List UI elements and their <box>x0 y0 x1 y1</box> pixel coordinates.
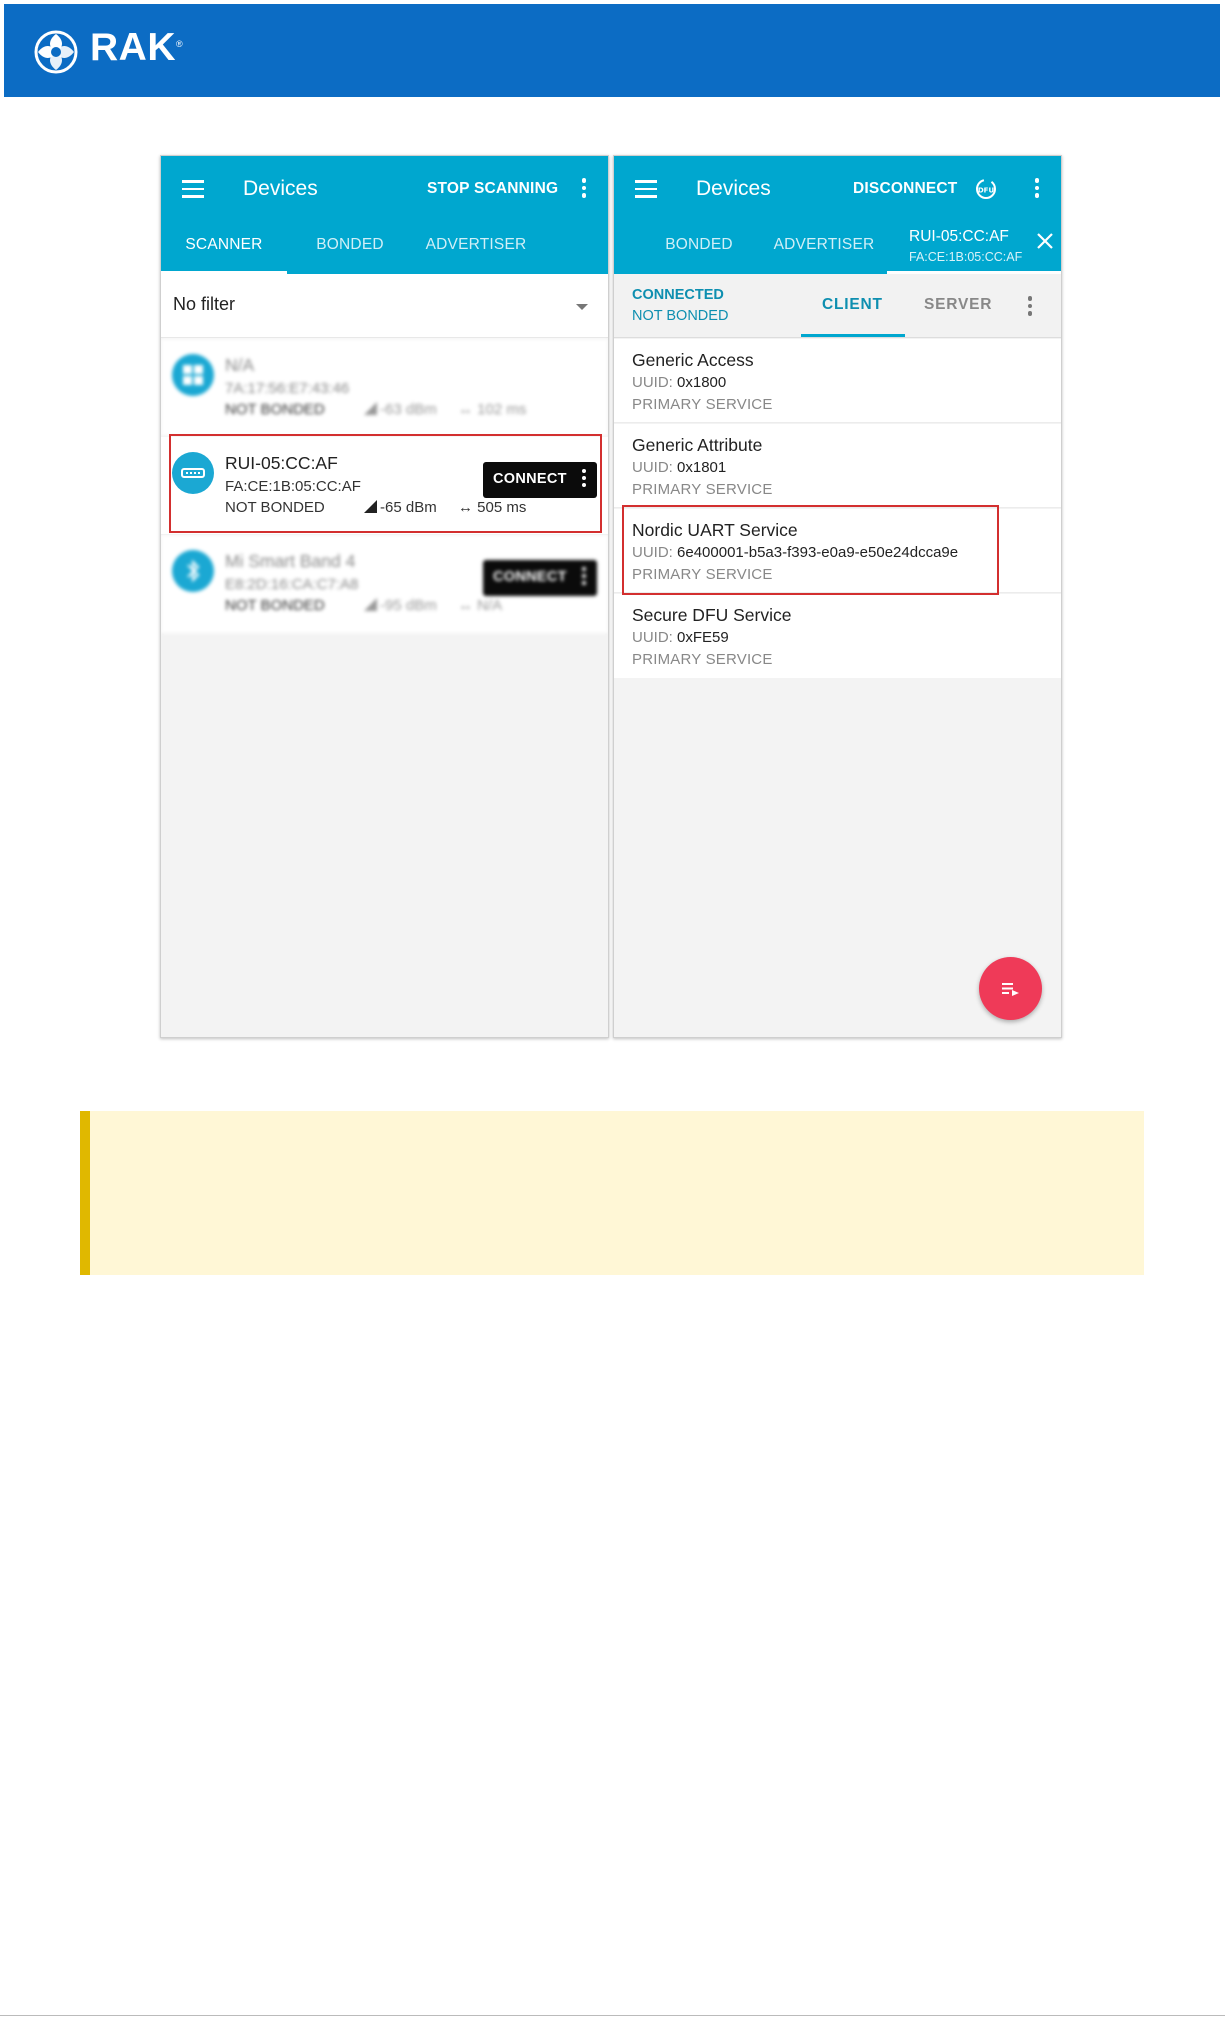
svg-text:DFU: DFU <box>977 186 995 195</box>
service-type: PRIMARY SERVICE <box>632 651 773 668</box>
log-list-icon <box>1000 980 1022 998</box>
service-uuid: UUID: 0x1801 <box>632 459 727 476</box>
tab-bonded[interactable]: BONDED <box>316 236 384 253</box>
service-name: Secure DFU Service <box>632 605 792 625</box>
subtab-server[interactable]: SERVER <box>924 296 993 313</box>
service-list-item[interactable] <box>614 594 1061 678</box>
dfu-icon[interactable] <box>974 177 998 201</box>
device-bond-state: NOT BONDED <box>225 597 325 614</box>
service-name: Generic Access <box>632 350 754 370</box>
tab-advertiser[interactable]: ADVERTISER <box>773 236 875 253</box>
interval-arrows-icon: ↔ <box>458 499 473 516</box>
tab-bar <box>614 216 1061 274</box>
connection-status-bar <box>614 274 1061 338</box>
service-name: Generic Attribute <box>632 435 763 455</box>
signal-icon <box>364 598 377 611</box>
service-type: PRIMARY SERVICE <box>632 396 773 413</box>
rak-brand-text: RAK <box>90 26 176 69</box>
highlight-box <box>169 434 602 533</box>
device-bond-state: NOT BONDED <box>225 401 325 418</box>
device-name: RUI-05:CC:AF <box>225 453 338 473</box>
connect-button[interactable]: CONNECT <box>483 560 597 596</box>
device-bond-state: NOT BONDED <box>225 499 325 516</box>
rak-logo-icon <box>34 30 78 74</box>
tab-bonded[interactable]: BONDED <box>665 236 733 253</box>
device-mac: 7A:17:56:E7:43:46 <box>225 380 350 397</box>
interval-arrows-icon: ↔ <box>458 597 473 614</box>
tab-device-mac: FA:CE:1B:05:CC:AF <box>909 250 1023 264</box>
bond-state: NOT BONDED <box>632 308 729 324</box>
rak-header-banner <box>4 4 1220 97</box>
windows-icon <box>172 354 214 396</box>
app-bar <box>161 156 608 274</box>
filter-value: No filter <box>173 294 236 314</box>
device-interval: ↔ 102 ms <box>458 401 527 418</box>
page-bottom-rule <box>0 2015 1225 2016</box>
caret-down-icon <box>576 304 588 310</box>
app-bar <box>614 156 1061 274</box>
active-subtab-indicator <box>801 334 905 337</box>
button-overflow-icon[interactable] <box>581 567 587 588</box>
overflow-menu-icon[interactable] <box>580 178 588 200</box>
service-list-item[interactable] <box>614 424 1061 508</box>
app-title: Devices <box>696 177 771 200</box>
service-name: Nordic UART Service <box>632 520 798 540</box>
device-list-item[interactable] <box>161 535 608 633</box>
close-icon[interactable] <box>1036 232 1054 250</box>
scanner-screenshot <box>160 155 609 1038</box>
connect-button[interactable]: CONNECT <box>483 462 597 498</box>
service-uuid: UUID: 6e400001-b5a3-f393-e0a9-e50e24dcca9e <box>632 544 959 561</box>
menu-icon[interactable] <box>182 180 204 198</box>
device-mac: FA:CE:1B:05:CC:AF <box>225 478 361 495</box>
tab-device[interactable] <box>899 226 1062 274</box>
note-callout <box>80 1111 1144 1275</box>
device-rssi: -63 dBm <box>364 401 437 418</box>
service-type: PRIMARY SERVICE <box>632 481 773 498</box>
log-fab-button[interactable] <box>979 957 1042 1020</box>
device-mac: E8:2D:16:CA:C7:A8 <box>225 576 359 593</box>
device-rssi: -65 dBm <box>364 499 437 516</box>
device-interval: ↔ N/A <box>458 597 503 614</box>
device-rssi: -95 dBm <box>364 597 437 614</box>
overflow-menu-icon[interactable] <box>1027 296 1033 319</box>
service-uuid: UUID: 0xFE59 <box>632 629 729 646</box>
overflow-menu-icon[interactable] <box>1033 178 1041 200</box>
device-interval: ↔ 505 ms <box>458 499 527 516</box>
interval-arrows-icon: ↔ <box>458 401 473 418</box>
tab-bar <box>161 216 608 274</box>
app-title: Devices <box>243 177 318 200</box>
disconnect-button[interactable]: DISCONNECT <box>853 180 958 197</box>
connection-state: CONNECTED <box>632 287 724 303</box>
filter-dropdown[interactable] <box>161 274 608 338</box>
service-type: PRIMARY SERVICE <box>632 566 773 583</box>
device-list-item[interactable] <box>161 339 608 437</box>
device-name: Mi Smart Band 4 <box>225 551 356 571</box>
service-list-item[interactable] <box>614 339 1061 423</box>
client-screenshot <box>613 155 1062 1038</box>
tab-device-name: RUI-05:CC:AF <box>909 228 1009 245</box>
highlight-box <box>622 505 999 595</box>
tab-scanner[interactable]: SCANNER <box>185 236 263 253</box>
menu-icon[interactable] <box>635 180 657 198</box>
bluetooth-icon <box>172 550 214 592</box>
device-name: N/A <box>225 355 255 375</box>
subtab-client[interactable]: CLIENT <box>822 296 883 313</box>
service-uuid: UUID: 0x1800 <box>632 374 727 391</box>
signal-icon <box>364 402 377 415</box>
tab-advertiser[interactable]: ADVERTISER <box>425 236 527 253</box>
registered-mark: ® <box>176 39 183 49</box>
stop-scanning-button[interactable]: STOP SCANNING <box>427 180 559 197</box>
